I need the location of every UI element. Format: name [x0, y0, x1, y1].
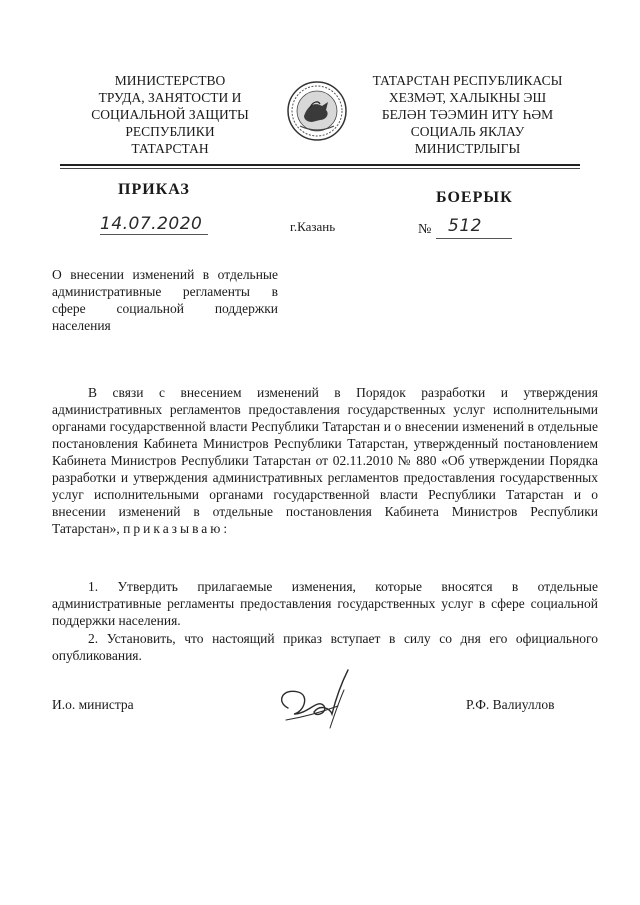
- header-right-line: ХЕЗМӘТ, ХАЛЫКНЫ ЭШ: [388, 90, 547, 105]
- header-left-line: ТРУДА, ЗАНЯТОСТИ И: [98, 90, 242, 105]
- header-left-line: ТАТАРСТАН: [131, 141, 209, 156]
- order-title-tatar: БОЕРЫК: [436, 189, 513, 206]
- body-item-1: 1. Утвердить прилагаемые изменения, которые вносятся в отдельные административные регламенты предоставления государственных услуг в сфере социальной поддержки населения.: [52, 579, 598, 628]
- preamble-text: В связи с внесением изменений в Порядок разработки и утверждения административных регламентов предоставления государственных услуг исполнительными органами государственной власти Республики Татарстан и о внесении изменений в отдельные постановления Кабинета Министров Республики Татарстан, утвержденный постановлением Кабинета Министров Республики Татарстан от 02.11.2010 № 880 «Об утверждении Порядка разработки и утверждения административных регламентов предоставления государственных услуг исполнительными органами государственной власти Республики Татарстан и о внесении изменений в отдельные постановления Кабинета Министров Республики Татарстан»,: [52, 385, 598, 536]
- header-right-line: ТАТАРСТАН РЕСПУБЛИКАСЫ: [372, 73, 563, 88]
- date-underline: [100, 234, 208, 235]
- tatarstan-emblem-icon: [286, 80, 348, 142]
- order-city: г.Казань: [290, 219, 336, 234]
- body-paragraph-preamble: [52, 384, 598, 537]
- order-title-russian: ПРИКАЗ: [118, 181, 190, 198]
- header-divider-thin: [60, 168, 580, 169]
- order-subject: О внесении изменений в отдельные административные регламенты в сфере социальной поддержки населения: [52, 267, 278, 333]
- number-underline: [436, 238, 512, 239]
- header-left-line: МИНИСТЕРСТВО: [114, 73, 226, 88]
- order-number: 512: [448, 216, 482, 236]
- header-right-line: БЕЛӘН ТӘЭМИН ИТҮ ҺӘМ: [381, 107, 554, 122]
- order-number-label: №: [418, 222, 432, 237]
- header-left-line: СОЦИАЛЬНОЙ ЗАЩИТЫ: [91, 107, 249, 122]
- header-left-line: РЕСПУБЛИКИ: [125, 124, 215, 139]
- ministry-name-russian: [70, 72, 270, 157]
- body-item-2: 2. Установить, что настоящий приказ вступает в силу со дня его официального опубликования.: [52, 631, 598, 663]
- signatory-role: И.о. министра: [52, 697, 134, 712]
- header-divider-thick: [60, 164, 580, 166]
- order-word: приказываю:: [123, 521, 231, 536]
- handwritten-signature-icon: [268, 668, 358, 738]
- header-right-line: МИНИСТРЛЫГЫ: [414, 141, 521, 156]
- header-right-line: СОЦИАЛЬ ЯКЛАУ: [410, 124, 525, 139]
- ministry-name-tatar: [360, 72, 575, 157]
- order-date: 14.07.2020: [100, 214, 203, 234]
- signatory-name: Р.Ф. Валиуллов: [466, 697, 555, 712]
